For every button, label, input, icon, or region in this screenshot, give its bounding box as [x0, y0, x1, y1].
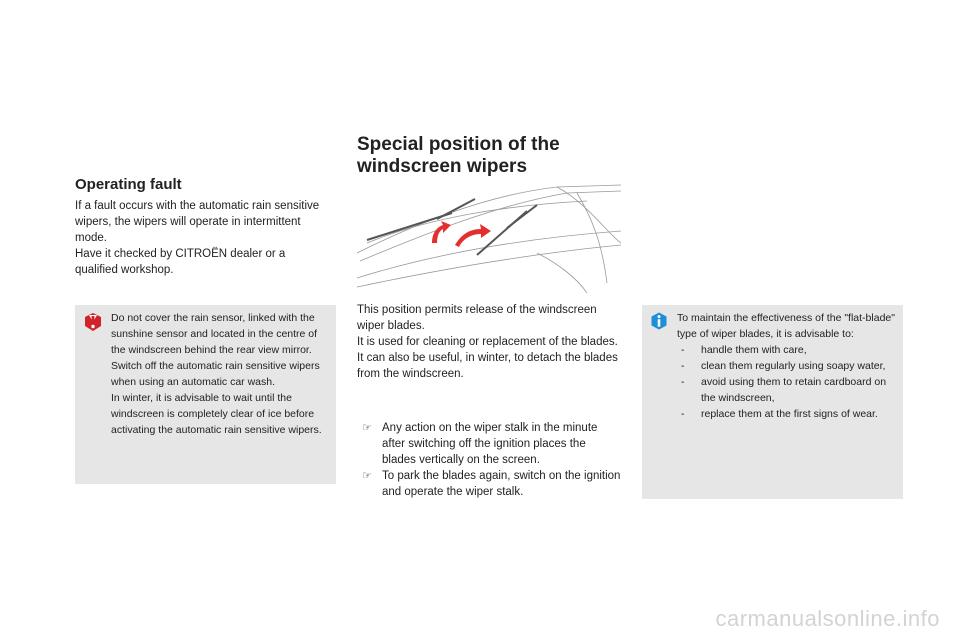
title-line-1: Special position of the: [357, 134, 560, 155]
position-paragraph: It is used for cleaning or replacement of the blades. It can also be useful, in winter, to detach the blades from the windscreen.: [357, 336, 618, 380]
step-item: [362, 468, 622, 500]
title-line-2: windscreen wipers: [357, 156, 528, 177]
bullet-marker: -: [681, 360, 685, 372]
step-text: To park the blades again, switch on the ignition and operate the wiper stalk.: [382, 470, 621, 498]
info-box: [642, 305, 903, 499]
info-list-item: [677, 374, 895, 406]
info-list-item: [677, 342, 895, 358]
section-title-operating-fault: Operating fault: [75, 176, 182, 193]
info-item-text: avoid using them to retain cardboard on the windscreen,: [701, 376, 887, 404]
operating-fault-text: [75, 198, 320, 278]
section-title-special-position: [357, 134, 627, 178]
fault-paragraph: If a fault occurs with the automatic rain sensitive wipers, the wipers will operate in intermittent mode.: [75, 200, 320, 244]
warning-paragraph: In winter, it is advisable to wait until the windscreen is completely clear of ice before activating the automatic rain sensitive wipers.: [111, 392, 322, 436]
info-list-item: [677, 358, 895, 374]
info-list-item: [677, 406, 895, 422]
special-position-text: [357, 302, 622, 382]
info-item-text: replace them at the first signs of wear.: [701, 408, 878, 420]
info-item-text: handle them with care,: [701, 344, 807, 356]
info-intro: To maintain the effectiveness of the "flat-blade" type of wiper blades, it is advisable to:: [677, 312, 895, 340]
info-list: [677, 342, 895, 422]
wiper-illustration: [357, 183, 621, 293]
bullet-marker: -: [681, 344, 685, 356]
info-icon: [650, 312, 668, 330]
warning-box: [75, 305, 336, 484]
finger-pointer-icon: ☞: [362, 422, 372, 434]
step-item: [362, 420, 622, 468]
info-text: [677, 310, 895, 422]
warning-paragraph: Switch off the automatic rain sensitive wipers when using an automatic car wash.: [111, 360, 320, 388]
finger-pointer-icon: ☞: [362, 470, 372, 482]
warning-paragraph: Do not cover the rain sensor, linked with the sunshine sensor and located in the centre of the windscreen behind the rear view mirror.: [111, 312, 318, 356]
step-text: Any action on the wiper stalk in the minute after switching off the ignition places the blades vertically on the screen.: [382, 422, 598, 466]
watermark: carmanualsonline.info: [715, 606, 940, 631]
position-paragraph: This position permits release of the windscreen wiper blades.: [357, 304, 597, 332]
info-item-text: clean them regularly using soapy water,: [701, 360, 886, 372]
bullet-marker: -: [681, 376, 685, 388]
fault-paragraph: Have it checked by CITROËN dealer or a qualified workshop.: [75, 248, 286, 276]
bullet-marker: -: [681, 408, 685, 420]
warning-text: [111, 310, 330, 438]
warning-icon: [83, 312, 103, 332]
wiper-steps: [362, 420, 622, 500]
